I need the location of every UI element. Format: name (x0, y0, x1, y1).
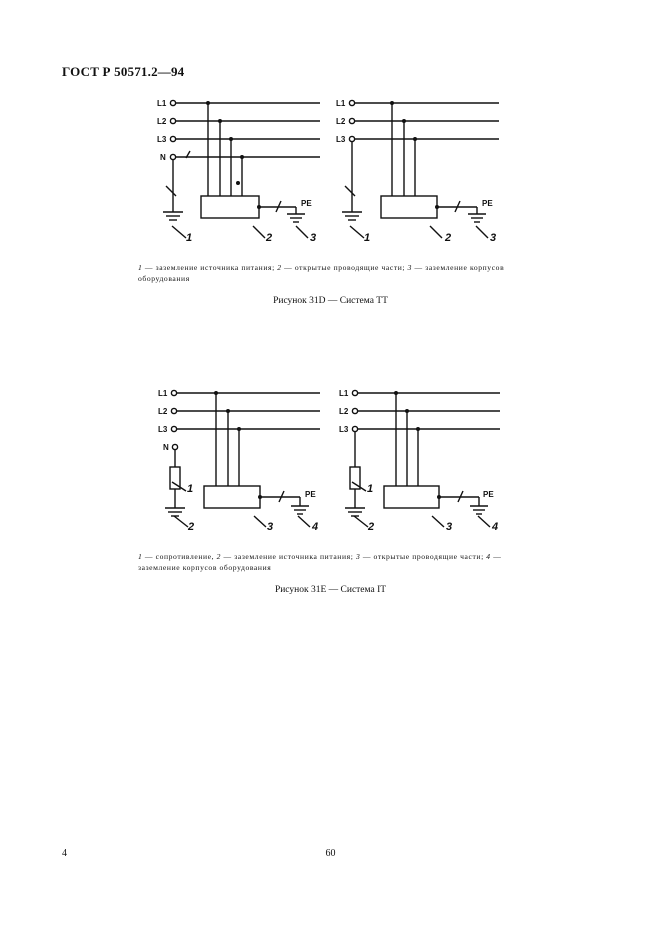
marker-2: 2 (266, 232, 273, 244)
figure-31e-legend (138, 551, 528, 573)
marker-2: 2 (368, 521, 375, 533)
label-n: N (160, 153, 166, 162)
legend-text: — заземление корпусов оборудования (138, 552, 502, 572)
legend-num: 1 (138, 263, 143, 272)
label-l3: L3 (339, 425, 349, 434)
label-n: N (163, 443, 169, 452)
label-l1: L1 (339, 389, 349, 398)
label-l1: L1 (157, 99, 167, 108)
label-l1: L1 (336, 99, 346, 108)
marker-4: 4 (492, 521, 499, 533)
legend-text: — заземление корпусов оборудования (138, 263, 505, 283)
marker-3: 3 (490, 232, 497, 244)
legend-text: — открытые проводящие части; (281, 263, 408, 272)
legend-num: 2 (277, 263, 282, 272)
label-l2: L2 (158, 407, 168, 416)
legend-text: — заземление источника питания; (142, 263, 278, 272)
marker-4: 4 (312, 521, 319, 533)
marker-1: 1 (364, 232, 371, 244)
figure-31d-caption: Рисунок 31D — Система ТТ (273, 296, 388, 306)
legend-num: 4 (486, 552, 491, 561)
label-l2: L2 (157, 117, 167, 126)
page-number: 60 (325, 848, 336, 859)
legend-num: 3 (407, 263, 413, 272)
marker-1: 1 (187, 483, 194, 495)
marker-3: 3 (446, 521, 453, 533)
legend-text: — сопротивление, (142, 552, 217, 561)
marker-3: 3 (267, 521, 274, 533)
label-l3: L3 (336, 135, 346, 144)
document-code: ГОСТ Р 50571.2—94 (62, 64, 185, 79)
footer-left-number: 4 (62, 848, 67, 859)
legend-text: — заземление источника питания; (221, 552, 356, 561)
label-l3: L3 (157, 135, 167, 144)
marker-1: 1 (186, 232, 193, 244)
figure-31e-caption: Рисунок 31Е — Система IT (274, 585, 387, 595)
label-pe: PE (482, 199, 493, 208)
marker-2: 2 (188, 521, 195, 533)
label-l2: L2 (336, 117, 346, 126)
label-pe: PE (301, 199, 312, 208)
label-l3: L3 (158, 425, 168, 434)
legend-num: 1 (138, 552, 143, 561)
marker-3: 3 (310, 232, 317, 244)
marker-2: 2 (445, 232, 452, 244)
legend-num: 3 (355, 552, 361, 561)
marker-1: 1 (367, 483, 374, 495)
label-l2: L2 (339, 407, 349, 416)
label-l1: L1 (158, 389, 168, 398)
legend-num: 2 (216, 552, 222, 561)
label-pe: PE (483, 490, 494, 499)
legend-text: — открытые проводящие части; (360, 552, 487, 561)
label-pe: PE (305, 490, 316, 499)
